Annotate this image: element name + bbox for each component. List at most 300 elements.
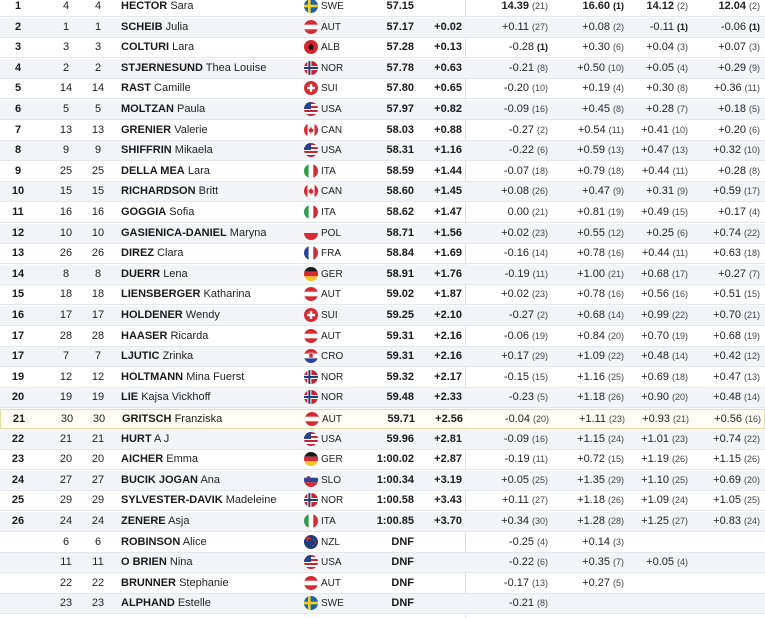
split-rank: (25)	[531, 474, 548, 485]
run-time: 59.48	[386, 391, 414, 404]
split-rank: (20)	[671, 392, 688, 403]
split-rank: (4)	[749, 207, 760, 217]
split-value: +1.09	[577, 350, 605, 363]
split-1-cell	[482, 327, 548, 346]
table-row[interactable]	[0, 512, 765, 532]
athlete-name[interactable]	[121, 141, 299, 160]
split-value: +0.55	[577, 226, 605, 239]
split-rank: (1)	[613, 1, 624, 11]
athlete-last-name: HAASER	[121, 329, 168, 342]
split-rank: (16)	[744, 414, 761, 424]
start-number-cell: 30	[92, 413, 106, 425]
split-3-cell	[636, 121, 688, 140]
athlete-first-name: Alice	[182, 535, 207, 548]
bib-cell: 17	[59, 309, 73, 321]
time-difference	[418, 0, 462, 16]
split-1-cell	[482, 306, 548, 325]
athlete-name[interactable]	[121, 182, 299, 201]
table-row[interactable]	[0, 121, 765, 141]
athlete-name[interactable]	[121, 574, 299, 593]
split-value: +0.44	[641, 164, 670, 177]
split-value: +1.16	[577, 370, 605, 383]
time-difference: +0.13	[434, 41, 462, 54]
split-4-cell	[702, 59, 760, 78]
run-time: 1:00.85	[376, 515, 414, 527]
athlete-name[interactable]	[121, 18, 299, 37]
athlete-last-name: GRITSCH	[122, 413, 172, 425]
nation-code: CAN	[321, 124, 343, 136]
split-2-cell	[560, 38, 624, 57]
split-3-cell	[636, 79, 688, 98]
nation-code: SWE	[321, 1, 344, 12]
run-time: 57.17	[386, 20, 414, 33]
split-rank: (27)	[531, 495, 548, 506]
athlete-first-name: Julia	[165, 20, 189, 33]
run-time: 58.60	[386, 185, 414, 198]
table-row[interactable]	[0, 533, 765, 553]
table-row[interactable]	[0, 574, 765, 594]
time-difference: +2.16	[434, 329, 462, 342]
athlete-name[interactable]	[122, 410, 300, 429]
table-row[interactable]	[0, 553, 765, 573]
athlete-name[interactable]	[121, 430, 299, 449]
split-3-cell	[636, 182, 688, 201]
split-rank: (18)	[671, 371, 688, 382]
athlete-name[interactable]	[121, 79, 299, 98]
split-value: +0.90	[641, 391, 669, 404]
athlete-last-name: BRUNNER	[121, 576, 176, 589]
split-4-cell	[702, 471, 760, 490]
split-3-cell	[636, 0, 688, 16]
split-value: +0.08	[501, 185, 529, 198]
split-value: +1.00	[577, 267, 605, 280]
table-row[interactable]	[0, 450, 765, 470]
rank-cell: 14	[11, 267, 25, 280]
split-3-cell	[636, 285, 688, 304]
run-time: 59.32	[386, 370, 414, 383]
split-value: +0.74	[713, 432, 741, 445]
athlete-name[interactable]	[121, 162, 299, 181]
athlete-name[interactable]	[121, 450, 299, 469]
split-1-cell	[482, 59, 548, 78]
split-1-cell	[482, 574, 548, 593]
split-1-cell	[482, 38, 548, 57]
split-rank: (2)	[749, 1, 760, 11]
split-value: +1.18	[577, 494, 605, 507]
bib-cell: 21	[59, 432, 73, 445]
start-number-cell: 17	[91, 309, 105, 321]
athlete-first-name: Camille	[154, 82, 191, 95]
bib-cell: 27	[59, 473, 73, 486]
time-difference: +3.70	[434, 515, 462, 527]
split-value: +0.69	[641, 370, 669, 383]
rank-cell: 15	[11, 288, 25, 301]
table-row[interactable]	[0, 18, 765, 38]
flag-icon	[304, 370, 318, 384]
start-number-cell: 20	[91, 453, 105, 466]
table-row[interactable]	[0, 79, 765, 99]
athlete-name[interactable]	[121, 38, 299, 57]
flag-icon	[304, 143, 318, 157]
time-difference: +1.44	[434, 164, 462, 177]
athlete-name[interactable]	[121, 471, 299, 490]
start-number-cell: 16	[91, 206, 105, 218]
athlete-name[interactable]	[121, 244, 299, 263]
flag-icon	[304, 184, 318, 198]
split-rank: (22)	[743, 227, 760, 238]
split-2-cell	[560, 18, 624, 37]
split-value: -0.28	[508, 41, 534, 54]
athlete-name[interactable]	[121, 224, 299, 243]
split-value: -0.19	[504, 267, 530, 280]
rank-cell: 8	[14, 144, 22, 157]
nation-code: ALB	[321, 42, 340, 54]
athlete-name[interactable]	[121, 121, 299, 140]
athlete-name[interactable]	[121, 285, 299, 304]
nation-code: NOR	[321, 495, 344, 507]
split-1-cell	[482, 347, 548, 366]
split-rank: (5)	[537, 392, 548, 403]
split-rank: (13)	[671, 145, 688, 156]
athlete-name[interactable]	[121, 388, 299, 407]
start-number-cell: 14	[91, 82, 105, 95]
split-value: +0.68	[641, 267, 669, 280]
split-value: +0.78	[577, 288, 605, 301]
split-value: +0.59	[713, 185, 741, 198]
nation-code: AUT	[321, 330, 341, 342]
bib-cell: 24	[59, 515, 73, 527]
table-row[interactable]	[0, 244, 765, 264]
split-rank: (16)	[671, 289, 688, 300]
athlete-name[interactable]	[121, 203, 299, 222]
split-rank: (6)	[537, 145, 548, 156]
table-row[interactable]	[0, 471, 765, 491]
split-rank: (25)	[743, 495, 760, 506]
flag-icon	[304, 205, 318, 219]
rank-cell	[0, 594, 36, 613]
split-value: -0.09	[503, 432, 529, 445]
split-rank: (1)	[749, 21, 760, 32]
athlete-first-name: Sofia	[169, 206, 195, 218]
split-value: +0.30	[582, 41, 610, 54]
split-value: 0.00	[507, 206, 529, 218]
table-row[interactable]	[0, 409, 765, 429]
time-difference: +2.16	[434, 350, 462, 363]
split-value: +0.17	[501, 350, 529, 363]
split-rank: (17)	[671, 268, 688, 279]
table-row[interactable]	[0, 182, 765, 202]
split-value: +0.05	[646, 61, 674, 74]
split-value: 16.60	[582, 0, 610, 12]
athlete-name[interactable]	[121, 327, 299, 346]
athlete-first-name: Lara	[172, 41, 195, 54]
athlete-last-name: GOGGIA	[121, 206, 167, 218]
table-row[interactable]	[0, 594, 765, 614]
start-number-cell: 8	[94, 267, 102, 280]
split-rank: (13)	[743, 371, 760, 382]
split-rank: (4)	[677, 557, 688, 568]
split-rank: (16)	[531, 433, 548, 444]
split-rank: (23)	[671, 433, 688, 444]
bib-cell: 12	[59, 370, 73, 383]
split-value: -0.21	[508, 61, 534, 74]
table-row[interactable]	[0, 100, 765, 120]
flag-icon	[304, 226, 318, 240]
table-row[interactable]	[0, 491, 765, 511]
run-time: 1:00.34	[376, 473, 414, 486]
split-value: +0.05	[501, 473, 529, 486]
athlete-first-name: Zrinka	[162, 350, 194, 363]
split-rank: (8)	[537, 598, 548, 609]
start-number-cell: 29	[91, 494, 105, 507]
split-rank: (4)	[677, 62, 688, 73]
table-row[interactable]	[0, 430, 765, 450]
athlete-last-name: SYLVESTER-DAVIK	[121, 494, 223, 507]
flag-icon	[304, 473, 318, 487]
flag-icon	[304, 514, 318, 528]
split-rank: (24)	[607, 433, 624, 444]
start-number-cell: 13	[91, 123, 105, 136]
split-4-cell	[702, 388, 760, 407]
split-value: +1.25	[641, 515, 669, 527]
flag-icon	[304, 40, 318, 54]
split-3-cell	[636, 306, 688, 325]
athlete-name[interactable]	[121, 59, 299, 78]
split-4-cell	[702, 265, 760, 284]
table-row[interactable]	[0, 0, 765, 17]
nation-code: USA	[321, 145, 342, 157]
start-number-cell: 28	[91, 329, 105, 342]
nation-code: SLO	[321, 474, 342, 486]
split-value: +0.79	[577, 164, 605, 177]
flag-icon	[304, 0, 318, 13]
run-time: 59.02	[386, 288, 414, 301]
split-value: +0.07	[718, 41, 746, 54]
table-row[interactable]	[0, 265, 765, 285]
athlete-name[interactable]	[121, 347, 299, 366]
run-time: 1:00.58	[376, 494, 414, 507]
split-rank: (11)	[608, 124, 624, 135]
athlete-last-name: LIE	[121, 391, 139, 404]
nation-code: CAN	[321, 186, 343, 198]
split-rank: (22)	[743, 433, 760, 444]
split-value: 14.39	[501, 0, 529, 12]
nation-code: SUI	[321, 83, 338, 95]
split-value: +0.78	[577, 247, 605, 260]
athlete-last-name: HURT	[121, 432, 152, 445]
split-value: +1.05	[713, 494, 741, 507]
bib-cell: 10	[59, 226, 73, 239]
nation-code: NOR	[321, 62, 344, 74]
athlete-name[interactable]	[121, 594, 299, 613]
table-row[interactable]	[0, 141, 765, 161]
split-1-cell	[482, 100, 548, 119]
table-row[interactable]	[0, 368, 765, 388]
split-2-cell	[560, 59, 624, 78]
start-number-cell: 3	[94, 41, 102, 54]
split-4-cell	[702, 512, 760, 531]
athlete-last-name: GRENIER	[121, 123, 172, 136]
split-3-cell	[636, 327, 688, 346]
athlete-last-name: ZENERE	[121, 515, 166, 527]
split-value: +0.72	[577, 453, 605, 466]
split-rank: (14)	[671, 351, 688, 362]
start-number-cell: 4	[94, 0, 102, 12]
flag-icon	[304, 596, 318, 610]
split-value: +0.84	[577, 329, 605, 342]
split-1-cell	[482, 450, 548, 469]
split-value: +0.34	[501, 515, 529, 527]
split-value: -0.21	[508, 597, 534, 610]
athlete-first-name: Lara	[187, 164, 210, 177]
split-2-cell	[560, 79, 624, 98]
split-3-cell	[636, 594, 688, 613]
split-2-cell	[560, 594, 624, 613]
nation-code: POL	[321, 227, 342, 239]
split-1-cell	[482, 368, 548, 387]
table-row[interactable]	[0, 59, 765, 79]
time-difference: +0.02	[434, 20, 462, 33]
split-rank: (11)	[532, 454, 548, 465]
start-number-cell: 18	[91, 288, 105, 301]
split-rank: (7)	[613, 557, 624, 568]
flag-icon	[304, 287, 318, 301]
split-value: +0.05	[646, 556, 674, 569]
split-3-cell	[636, 38, 688, 57]
split-value: -0.07	[503, 164, 529, 177]
table-row[interactable]	[0, 285, 765, 305]
split-rank: (1)	[537, 42, 548, 53]
athlete-first-name: Katharina	[203, 288, 251, 301]
split-rank: (2)	[613, 21, 624, 32]
bib-cell: 26	[59, 247, 73, 260]
athlete-name[interactable]	[121, 512, 299, 531]
table-row[interactable]	[0, 347, 765, 367]
athlete-name[interactable]	[121, 533, 299, 552]
split-3-cell	[636, 471, 688, 490]
time-difference	[418, 553, 462, 572]
split-rank: (24)	[671, 495, 688, 506]
split-1-cell	[482, 0, 548, 16]
start-number-cell: 22	[91, 576, 105, 589]
split-rank: (2)	[537, 124, 548, 135]
split-1-cell	[482, 471, 548, 490]
table-row[interactable]	[0, 388, 765, 408]
run-time: 57.15	[386, 0, 414, 12]
split-4-cell	[702, 18, 760, 37]
athlete-name[interactable]	[121, 553, 299, 572]
table-row[interactable]	[0, 306, 765, 326]
split-3-cell	[636, 430, 688, 449]
rank-cell: 13	[11, 247, 25, 260]
split-rank: (8)	[677, 83, 688, 94]
split-value: -0.22	[508, 556, 534, 569]
bib-cell: 23	[59, 597, 73, 610]
split-value: +0.48	[713, 391, 741, 404]
split-value: +0.35	[582, 556, 610, 569]
table-row[interactable]	[0, 203, 765, 223]
split-2-cell	[560, 141, 624, 160]
split-rank: (26)	[607, 392, 624, 403]
flag-icon	[304, 246, 318, 260]
rank-cell: 25	[11, 494, 25, 507]
athlete-last-name: RAST	[121, 82, 151, 95]
athlete-last-name: SHIFFRIN	[121, 144, 172, 157]
athlete-name[interactable]	[121, 0, 299, 16]
split-value: -0.23	[508, 391, 534, 404]
split-4-cell	[702, 203, 760, 222]
nation-code: ITA	[321, 165, 336, 177]
run-time: 58.71	[386, 226, 414, 239]
nation-code: USA	[321, 433, 342, 445]
time-difference: +1.76	[434, 267, 462, 280]
table-row[interactable]	[0, 38, 765, 58]
split-3-cell	[636, 203, 688, 222]
split-1-cell	[482, 79, 548, 98]
athlete-last-name: DIREZ	[121, 247, 154, 260]
split-value: +0.42	[713, 350, 741, 363]
table-row[interactable]	[0, 224, 765, 244]
split-3-cell	[636, 574, 688, 593]
nation-code: SWE	[321, 598, 344, 610]
split-value: +0.74	[713, 226, 741, 239]
flag-icon	[304, 493, 318, 507]
bib-cell: 1	[62, 20, 70, 33]
split-rank: (15)	[531, 371, 548, 382]
split-value: +0.51	[713, 288, 741, 301]
time-difference: +0.65	[434, 82, 462, 95]
split-rank: (1)	[677, 21, 688, 32]
athlete-name[interactable]	[121, 306, 299, 325]
split-2-cell	[560, 574, 624, 593]
split-rank: (9)	[677, 186, 688, 197]
split-value: +0.19	[582, 82, 610, 95]
run-time: 1:00.02	[376, 453, 414, 466]
split-value: +0.36	[713, 82, 742, 95]
athlete-name[interactable]	[121, 265, 299, 284]
split-1-cell	[482, 18, 548, 37]
split-2-cell	[560, 512, 624, 531]
start-number-cell: 1	[94, 20, 102, 33]
athlete-last-name: LIENSBERGER	[121, 288, 201, 301]
bib-cell: 19	[59, 391, 73, 404]
nation-code: ITA	[321, 516, 336, 527]
split-3-cell	[636, 368, 688, 387]
split-4-cell	[702, 79, 760, 98]
athlete-name[interactable]	[121, 100, 299, 119]
athlete-name[interactable]	[121, 491, 299, 510]
nation-code: USA	[321, 104, 342, 115]
split-value: -0.20	[503, 82, 529, 95]
split-rank: (29)	[607, 474, 624, 485]
athlete-last-name: ALPHAND	[121, 597, 175, 610]
split-2-cell	[560, 285, 624, 304]
nation-code: NOR	[321, 392, 344, 404]
bib-cell: 20	[59, 453, 73, 466]
table-row[interactable]	[0, 327, 765, 347]
split-2-cell	[560, 450, 624, 469]
rank-cell: 23	[11, 453, 25, 466]
split-2-cell	[560, 553, 624, 572]
table-row[interactable]	[0, 162, 765, 182]
split-value: +0.48	[641, 350, 669, 363]
time-difference: +3.43	[434, 494, 462, 507]
split-3-cell	[636, 18, 688, 37]
split-4-cell	[702, 121, 760, 140]
time-difference: +1.56	[434, 226, 462, 239]
athlete-name[interactable]	[121, 368, 299, 387]
split-rank: (26)	[743, 454, 760, 465]
